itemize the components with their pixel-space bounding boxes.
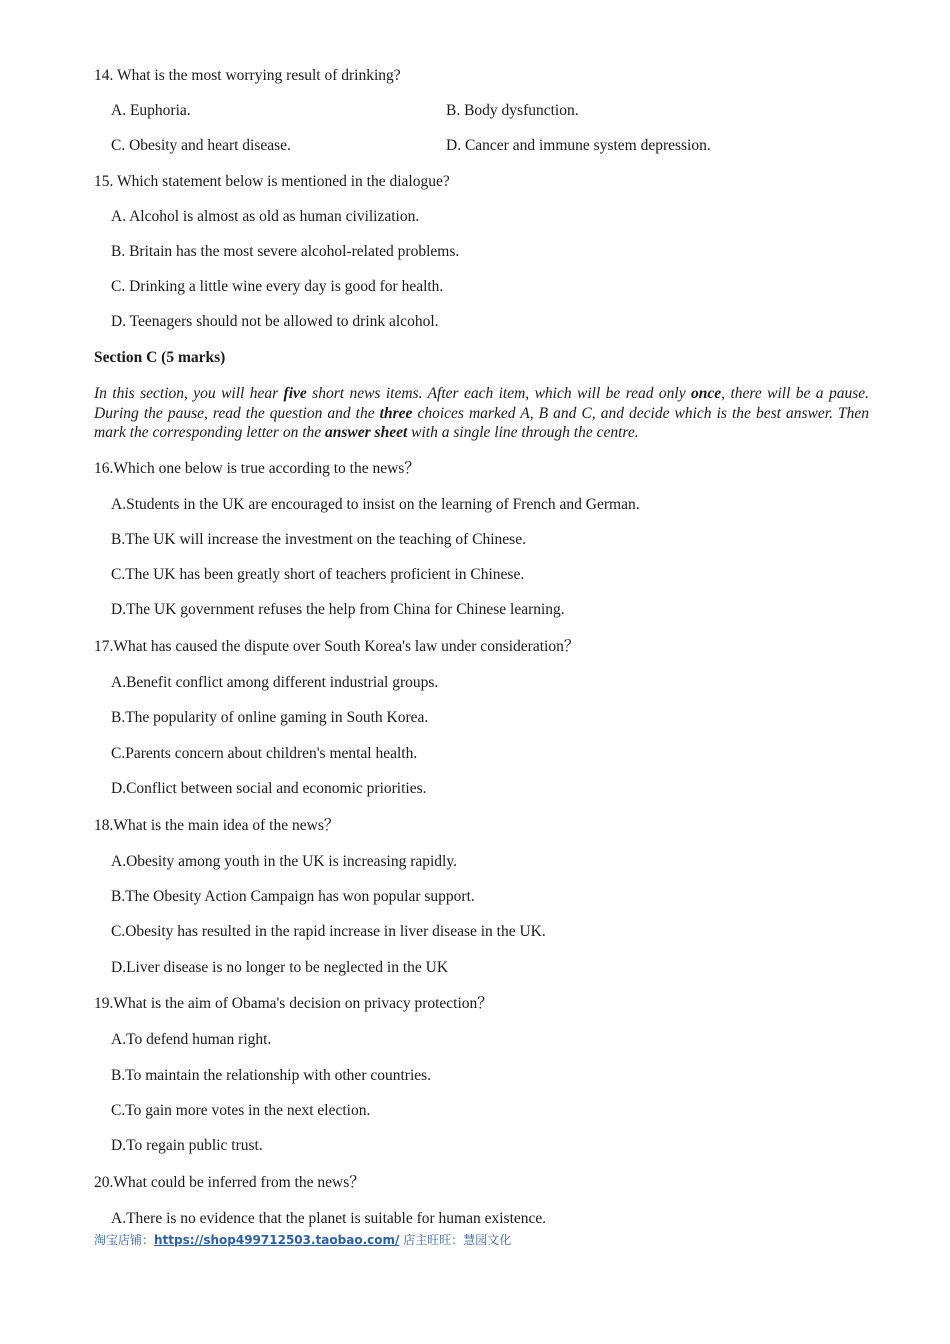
- q14-option-c: C. Obesity and heart disease.: [111, 137, 291, 154]
- question-16: 16.Which one below is true according to the news？: [94, 460, 420, 477]
- question-15: 15. Which statement below is mentioned in the dialogue?: [94, 173, 450, 190]
- q14-option-b: B. Body dysfunction.: [446, 102, 579, 119]
- footer-prefix: 淘宝店铺：: [94, 1233, 155, 1247]
- q19-option-d: D.To regain public trust.: [111, 1137, 263, 1154]
- q17-option-b: B.The popularity of online gaming in South Korea.: [111, 709, 429, 726]
- q16-option-d: D.The UK government refuses the help from China for Chinese learning.: [111, 601, 565, 618]
- shop-footer: [94, 1231, 511, 1248]
- section-c-heading: Section C (5 marks): [94, 349, 226, 366]
- q20-option-a: A.There is no evidence that the planet is suitable for human existence.: [111, 1210, 547, 1227]
- question-14: 14. What is the most worrying result of drinking?: [94, 67, 401, 84]
- q15-option-d: D. Teenagers should not be allowed to drink alcohol.: [111, 313, 439, 330]
- q17-option-a: A.Benefit conflict among different industrial groups.: [111, 674, 439, 691]
- q16-option-a: A.Students in the UK are encouraged to insist on the learning of French and German.: [111, 496, 640, 513]
- q19-option-c: C.To gain more votes in the next election.: [111, 1102, 371, 1119]
- q16-option-c: C.The UK has been greatly short of teachers proficient in Chinese.: [111, 566, 525, 583]
- q18-option-a: A.Obesity among youth in the UK is increasing rapidly.: [111, 853, 457, 870]
- q18-option-b: B.The Obesity Action Campaign has won popular support.: [111, 888, 475, 905]
- question-20: 20.What could be inferred from the news？: [94, 1174, 365, 1191]
- question-17: 17.What has caused the dispute over South Korea's law under consideration？: [94, 638, 580, 655]
- q14-option-a: A. Euphoria.: [111, 102, 191, 119]
- q19-option-b: B.To maintain the relationship with other countries.: [111, 1067, 432, 1084]
- q16-option-b: B.The UK will increase the investment on the teaching of Chinese.: [111, 531, 526, 548]
- q18-option-c: C.Obesity has resulted in the rapid increase in liver disease in the UK.: [111, 923, 546, 940]
- q18-option-d: D.Liver disease is no longer to be neglected in the UK: [111, 959, 449, 976]
- q14-option-d: D. Cancer and immune system depression.: [446, 137, 711, 154]
- question-19: 19.What is the aim of Obama's decision on privacy protection？: [94, 995, 493, 1012]
- question-18: 18.What is the main idea of the news？: [94, 817, 340, 834]
- q17-option-d: D.Conflict between social and economic priorities.: [111, 780, 427, 797]
- shop-link[interactable]: https://shop499712503.taobao.com/: [154, 1233, 400, 1247]
- q15-option-c: C. Drinking a little wine every day is good for health.: [111, 278, 444, 295]
- q15-option-a: A. Alcohol is almost as old as human civilization.: [111, 208, 420, 225]
- section-c-instructions: In this section, you will hear five short news items. After each item, which will be read only once, there will be a pause. During the pause, read the question and the three choices marked A, B and C, and decide which is the best answer. Then mark the corresponding letter on the answer sheet with a single line through the centre.: [94, 385, 869, 441]
- q19-option-a: A.To defend human right.: [111, 1031, 272, 1048]
- q15-option-b: B. Britain has the most severe alcohol-related problems.: [111, 243, 460, 260]
- footer-suffix: 店主旺旺：慧园文化: [399, 1233, 512, 1247]
- q17-option-c: C.Parents concern about children's mental health.: [111, 745, 418, 762]
